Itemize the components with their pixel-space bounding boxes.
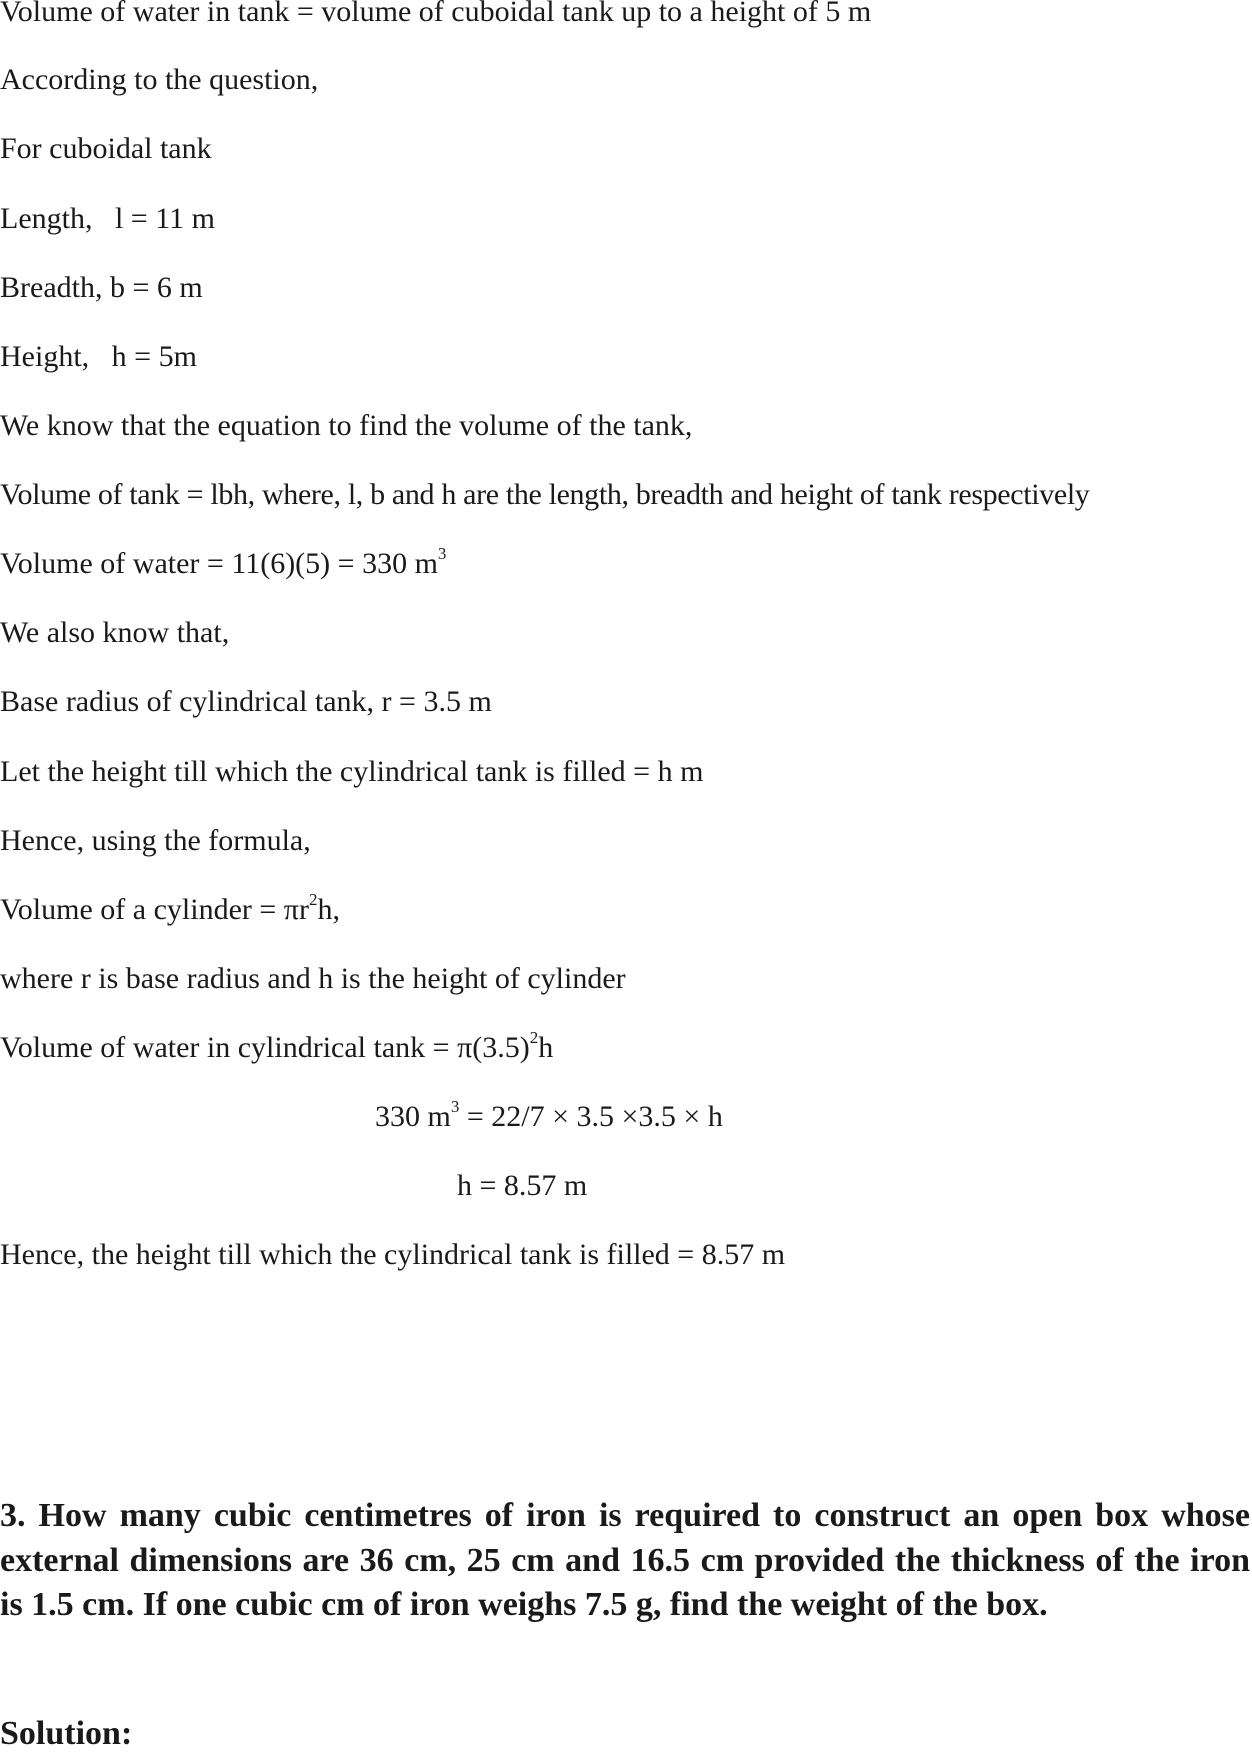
- equation-line-h-value: h = 8.57 m: [457, 1169, 588, 1202]
- superscript-exponent: 3: [437, 544, 447, 563]
- text-line-volume-of-water-value: [0, 546, 446, 582]
- question-3-heading: 3. How many cubic centimetres of iron is required to construct an open box whose external dimensions are 36 cm, 25 cm and 16.5 cm provided the thickness of the iron is 1.5 cm. If one cubic cm of iron weighs 7.5 g, find the weight of the box.: [0, 1497, 1250, 1623]
- text-line-using-formula: Hence, using the formula,: [0, 824, 311, 857]
- equation-330-pre: 330 m: [375, 1100, 451, 1133]
- text-line-base-radius: Base radius of cylindrical tank, r = 3.5 m: [0, 685, 492, 718]
- text-line-cylindrical-volume: [0, 1030, 553, 1066]
- text-line-cylinder-formula: [0, 892, 340, 928]
- text-line-cuboidal-tank: For cuboidal tank: [0, 132, 212, 165]
- text-line-equation-intro: We know that the equation to find the volume of the tank,: [0, 409, 693, 442]
- text-line-according: According to the question,: [0, 63, 319, 96]
- superscript-exponent: 2: [308, 890, 318, 909]
- equation-330-post: = 22/7 × 3.5 ×3.5 × h: [459, 1100, 723, 1133]
- solution-heading: Solution:: [0, 1715, 133, 1752]
- cylindrical-volume-post: h: [538, 1031, 554, 1064]
- text-line-where-r: where r is base radius and h is the height of cylinder: [0, 962, 626, 995]
- text-line-let-height: Let the height till which the cylindrical tank is filled = h m: [0, 755, 704, 788]
- text-line-volume-formula: Volume of tank = lbh, where, l, b and h are the length, breadth and height of tank respectively: [0, 478, 1090, 511]
- text-line-height: Height, h = 5m: [0, 340, 197, 373]
- volume-of-water-text: Volume of water = 11(6)(5) = 330 m: [0, 547, 438, 580]
- cylindrical-volume-pre: Volume of water in cylindrical tank = π(3.5): [0, 1031, 530, 1064]
- equation-line-330: [375, 1099, 723, 1135]
- superscript-exponent: 2: [529, 1028, 539, 1047]
- text-line-volume-of-water: Volume of water in tank = volume of cuboidal tank up to a height of 5 m: [0, 0, 872, 28]
- cylinder-formula-pre: Volume of a cylinder = πr: [0, 893, 309, 926]
- text-line-length: Length, l = 11 m: [0, 202, 215, 235]
- cylinder-formula-post: h,: [317, 893, 340, 926]
- text-line-conclusion: Hence, the height till which the cylindrical tank is filled = 8.57 m: [0, 1238, 786, 1271]
- text-line-also-know: We also know that,: [0, 616, 230, 649]
- superscript-exponent: 3: [450, 1097, 460, 1116]
- text-line-breadth: Breadth, b = 6 m: [0, 271, 203, 304]
